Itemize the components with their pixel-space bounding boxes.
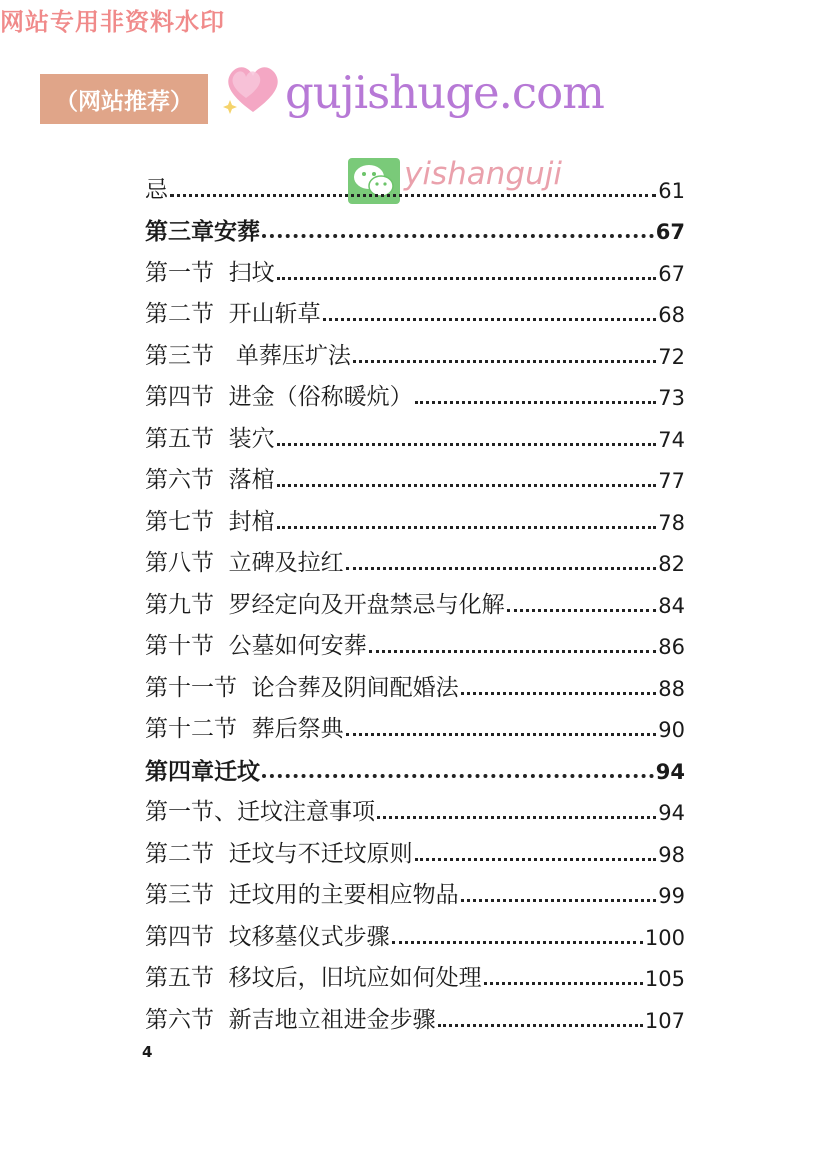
watermark-text: 网站专用非资料水印 [0,8,225,36]
toc-title: 第一节、迁坟注意事项 [145,799,375,825]
toc-entry-row [145,243,685,285]
toc-leader-dots [346,733,657,736]
toc-entry-row [145,949,685,991]
toc-entry-row [145,658,685,700]
toc-page-number: 67 [658,261,685,286]
toc-chapter-row [145,741,685,783]
toc-title: 第十二节 葬后祭典 [145,716,344,742]
toc-title: 第二节 迁坟与不迁坟原则 [145,840,413,867]
toc-page-number: 72 [658,344,685,369]
toc-title: 第七节 封棺 [145,508,275,535]
toc-page-number: 94 [658,801,685,825]
toc-title: 第八节 立碑及拉红 [145,550,344,576]
toc-entry-row [145,285,685,327]
toc-title: 忌 [145,176,168,203]
toc-leader-dots [262,774,654,778]
toc-title: 第四节 坟移墓仪式步骤 [145,923,390,950]
toc-entry-row [145,409,685,451]
toc-entry-row [145,866,685,908]
toc-entry-row [145,907,685,949]
toc-leader-dots [170,194,656,197]
toc-page-number: 78 [658,510,685,535]
page-number: 4 [142,1043,153,1061]
toc-title: 第三节 单葬压圹法 [145,342,351,369]
toc-entry-row [145,990,685,1032]
wechat-watermark-text: yishanguji [404,156,562,192]
toc-page-number: 99 [658,884,685,908]
toc-title: 第四章迁坟 [145,757,260,785]
toc-entry-row [145,451,685,493]
toc-leader-dots [323,318,657,321]
toc-entry-row [145,783,685,825]
toc-leader-dots [507,609,657,612]
heart-icon [222,60,284,116]
table-of-contents [145,160,685,1032]
toc-leader-dots [484,982,643,985]
toc-page-number: 105 [644,967,685,991]
toc-page-number: 98 [658,842,685,867]
toc-page-number: 82 [658,552,685,576]
toc-page-number: 86 [658,635,685,659]
toc-title: 第一节 扫坟 [145,259,275,286]
toc-page-number: 84 [658,593,685,618]
toc-entry-row [145,326,685,368]
toc-page-number: 68 [658,303,685,327]
toc-title: 第五节 装穴 [145,425,275,452]
toc-entry-row [145,160,685,202]
toc-title: 第四节 进金（俗称暖炕） [145,384,413,410]
toc-page-number: 107 [644,1008,685,1033]
toc-page-number: 73 [658,386,685,410]
toc-page-number: 94 [655,759,685,784]
toc-title: 第十节 公墓如何安葬 [145,633,367,659]
toc-entry-row [145,368,685,410]
toc-title: 第六节 新吉地立祖进金步骤 [145,1006,436,1033]
toc-title: 第三章安葬 [145,218,260,245]
toc-leader-dots [353,360,656,363]
toc-leader-dots [369,650,657,653]
site-recommend-badge: （网站推荐） [40,74,208,124]
toc-page-number: 67 [655,220,685,244]
toc-leader-dots [461,899,657,902]
toc-title: 第二节 开山斩草 [145,301,321,327]
toc-title: 第六节 落棺 [145,467,275,493]
toc-leader-dots [277,443,657,446]
toc-page-number: 100 [644,925,685,950]
toc-page-number: 90 [658,718,685,742]
toc-entry-row [145,700,685,742]
toc-leader-dots [415,858,657,861]
toc-leader-dots [461,692,657,695]
toc-title: 第九节 罗经定向及开盘禁忌与化解 [145,591,505,618]
toc-leader-dots [415,401,657,404]
toc-leader-dots [377,816,656,819]
toc-entry-row [145,534,685,576]
toc-entry-row [145,492,685,534]
toc-entry-row [145,575,685,617]
toc-leader-dots [346,567,657,570]
toc-page-number: 77 [658,469,685,493]
toc-title: 第十一节 论合葬及阴间配婚法 [145,674,459,701]
toc-leader-dots [277,526,657,529]
toc-leader-dots [392,941,643,944]
toc-title: 第三节 迁坟用的主要相应物品 [145,882,459,908]
toc-leader-dots [277,484,657,487]
toc-title: 第五节 移坟后，旧坑应如何处理 [145,965,482,991]
toc-page-number: 61 [658,178,685,203]
toc-entry-row [145,824,685,866]
toc-leader-dots [438,1024,643,1027]
toc-page-number: 88 [658,676,685,701]
toc-leader-dots [262,234,654,238]
site-url-logo: gujishuge.com [285,66,604,119]
toc-leader-dots [277,277,657,280]
toc-chapter-row [145,202,685,244]
toc-page-number: 74 [658,427,685,452]
toc-entry-row [145,617,685,659]
